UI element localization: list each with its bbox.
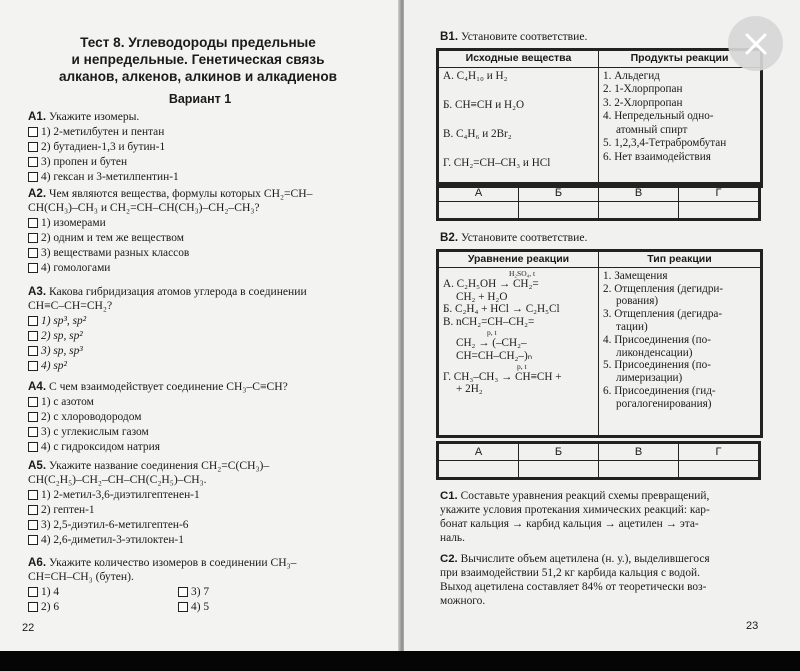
- checkbox[interactable]: [28, 520, 38, 530]
- question-label: А2.: [28, 187, 47, 200]
- option[interactable]: 3) с углекислым газом: [28, 424, 358, 439]
- option[interactable]: 2) 6: [28, 599, 178, 614]
- option[interactable]: 2) гептен-1: [28, 502, 358, 517]
- equations-cell: H₂SO₄, t А. C₂H₅OH → CH₂= CH₂ + H₂O Б. C₂H₄ + HCl → C₂H₅Cl В. nCH₂=CH–CH₂= p, t CH₂ → (–CH₂– CH=CH–CH₂–)ₙ p, t Г. CH₃–CH₃ → CH≡CH + + 2H₂: [439, 267, 599, 435]
- checkbox[interactable]: [28, 263, 38, 273]
- option[interactable]: 1) sp³, sp²: [28, 313, 358, 328]
- close-button[interactable]: [728, 16, 783, 71]
- checkbox[interactable]: [28, 248, 38, 258]
- checkbox[interactable]: [28, 602, 38, 612]
- page-number-right: 23: [746, 620, 759, 632]
- answer-cell[interactable]: [599, 461, 679, 478]
- answer-cell[interactable]: [599, 202, 679, 219]
- checkbox[interactable]: [28, 157, 38, 167]
- checkbox[interactable]: [28, 587, 38, 597]
- checkbox[interactable]: [28, 535, 38, 545]
- option[interactable]: 4) 2,6-диметил-3-этилоктен-1: [28, 532, 358, 547]
- option[interactable]: 1) 2-метил-3,6-диэтилгептенен-1: [28, 487, 358, 502]
- answer-cell[interactable]: [439, 202, 519, 219]
- close-icon: [742, 30, 770, 58]
- answer-header: Б: [519, 444, 599, 461]
- answer-header: А: [439, 444, 519, 461]
- reaction-types-cell: 1. Замещения 2. Отщепления (дегидри- рования) 3. Отщепления (дегидра- тации) 4. Присоединения (по- ликонденсации) 5. Присоединения (по- лимеризации) 6. Присоединения (гид- рогалогенирования): [599, 267, 761, 435]
- matching-table-b1: [438, 50, 761, 186]
- checkbox[interactable]: [28, 127, 38, 137]
- question-c2: С2. Вычислите объем ацетилена (н. у.), выделившегося при взаимодействии 51,2 кг карбида кальция с водой. Выход ацетилена составляет 84% от теоретически воз- можного.: [440, 553, 710, 607]
- checkbox[interactable]: [28, 505, 38, 515]
- question-label: А6.: [28, 556, 47, 569]
- answer-cell[interactable]: [679, 461, 759, 478]
- question-a1: [28, 110, 358, 184]
- column-header: Исходные вещества: [439, 51, 599, 68]
- column-header: Продукты реакции: [599, 51, 761, 68]
- question-b1: В1. Установите соответствие.: [440, 30, 588, 43]
- column-header: Уравнение реакции: [439, 252, 599, 268]
- checkbox[interactable]: [28, 490, 38, 500]
- checkbox[interactable]: [28, 316, 38, 326]
- option[interactable]: 4) гексан и 3-метилпентин-1: [28, 169, 358, 184]
- question-label: В1.: [440, 30, 459, 43]
- question-a5: А5. Укажите название соединения CH₂=C(CH₃)– CH(C₂H₅)–CH₂–CH–CH(C₂H₅)–CH₃. 1) 2-метил-3,6-диэтилгептенен-1 2) гептен-1 3) 2,5-диэтил-6-метилгептен-6 4) 2,6-диметил-3-этилоктен-1: [28, 459, 358, 547]
- answer-cell[interactable]: [519, 461, 599, 478]
- answer-cell[interactable]: [519, 202, 599, 219]
- answer-header: В: [599, 444, 679, 461]
- option[interactable]: 2) бутадиен-1,3 и бутин-1: [28, 139, 358, 154]
- checkbox[interactable]: [28, 142, 38, 152]
- question-label: А4.: [28, 380, 47, 393]
- checkbox[interactable]: [28, 427, 38, 437]
- answer-header: В: [599, 185, 679, 202]
- question-label: А5.: [28, 459, 47, 472]
- option[interactable]: 1) 4: [28, 584, 178, 599]
- checkbox[interactable]: [28, 218, 38, 228]
- question-label: С2.: [440, 553, 458, 565]
- question-a3: А3. Какова гибридизация атомов углерода в соединении CH≡C–CH=CH₂? 1) sp³, sp² 2) sp, sp² 3) sp, sp³ 4) sp²: [28, 285, 358, 373]
- answer-cell[interactable]: [439, 461, 519, 478]
- answer-header: Б: [519, 185, 599, 202]
- question-label: А1.: [28, 110, 47, 123]
- checkbox[interactable]: [28, 331, 38, 341]
- checkbox[interactable]: [28, 346, 38, 356]
- question-b2: В2. Установите соответствие.: [440, 231, 588, 244]
- question-text: Укажите изомеры.: [48, 110, 140, 123]
- option[interactable]: 4) 5: [178, 599, 328, 614]
- option[interactable]: 4) с гидроксидом натрия: [28, 439, 358, 454]
- answer-header: А: [439, 185, 519, 202]
- option[interactable]: 3) пропен и бутен: [28, 154, 358, 169]
- question-label: С1.: [440, 490, 458, 502]
- option[interactable]: 1) с азотом: [28, 394, 358, 409]
- checkbox[interactable]: [178, 602, 188, 612]
- checkbox[interactable]: [28, 233, 38, 243]
- matching-table-b2: [438, 251, 761, 436]
- bottom-bar: [0, 651, 800, 671]
- question-a2: А2. Чем являются вещества, формулы которых CH₂=CH– CH(CH₃)–CH₃ и CH₂=CH–CH(CH₃)–CH₂–CH₃? 1) изомерами 2) одним и тем же веществом 3) веществами разных классов 4) гомологами: [28, 187, 358, 275]
- answer-table-b1: [438, 184, 759, 219]
- answer-cell[interactable]: [679, 202, 759, 219]
- products-cell: 1. Альдегид 2. 1-Хлорпропан 3. 2-Хлорпропан 4. Непредельный одно- атомный спирт 5. 1,2,3,4-Тетрабромбутан 6. Нет взаимодействия: [599, 67, 761, 185]
- option[interactable]: 2) с хлороводородом: [28, 409, 358, 424]
- checkbox[interactable]: [178, 587, 188, 597]
- checkbox[interactable]: [28, 172, 38, 182]
- checkbox[interactable]: [28, 442, 38, 452]
- option[interactable]: 2) одним и тем же веществом: [28, 230, 358, 245]
- option[interactable]: 4) sp²: [28, 358, 358, 373]
- column-header: Тип реакции: [599, 252, 761, 268]
- variant-label: Вариант 1: [168, 92, 232, 106]
- option[interactable]: 1) 2-метилбутен и пентан: [28, 124, 358, 139]
- question-label: В2.: [440, 231, 459, 244]
- checkbox[interactable]: [28, 361, 38, 371]
- checkbox[interactable]: [28, 412, 38, 422]
- option[interactable]: 3) 7: [178, 584, 328, 599]
- question-label: А3.: [28, 285, 47, 298]
- option[interactable]: 3) sp, sp³: [28, 343, 358, 358]
- test-title: Тест 8. Углеводороды предельные и непредельные. Генетическая связь алканов, алкенов, алкинов и алкадиенов: [58, 35, 338, 84]
- option[interactable]: 3) веществами разных классов: [28, 245, 358, 260]
- page-number-left: 22: [22, 622, 35, 634]
- option[interactable]: 3) 2,5-диэтил-6-метилгептен-6: [28, 517, 358, 532]
- option[interactable]: 1) изомерами: [28, 215, 358, 230]
- question-a6: А6. Укажите количество изомеров в соединении CH₃– CH=CH–CH₃ (бутен). 1) 4 2) 6 3) 7 4) 5: [28, 556, 358, 614]
- answer-header: Г: [679, 444, 759, 461]
- left-page: [0, 0, 400, 651]
- option[interactable]: 4) гомологами: [28, 260, 358, 275]
- reactants-cell: А. C₄H₁₀ и H₂ Б. CH≡CH и H₂O В. C₄H₆ и 2Br₂ Г. CH₂=CH–CH₃ и HCl: [439, 67, 599, 185]
- question-a4: А4. С чем взаимодействует соединение CH₃–C≡CH? 1) с азотом 2) с хлороводородом 3) с углекислым газом 4) с гидроксидом натрия: [28, 380, 358, 454]
- checkbox[interactable]: [28, 397, 38, 407]
- question-c1: С1. Составьте уравнения реакций схемы превращений, укажите условия протекания химических реакций: кар- бонат кальция → карбид кальция → ацетилен → эта- наль.: [440, 490, 710, 544]
- answer-table-b2: [438, 443, 759, 478]
- answer-header: Г: [679, 185, 759, 202]
- option[interactable]: 2) sp, sp²: [28, 328, 358, 343]
